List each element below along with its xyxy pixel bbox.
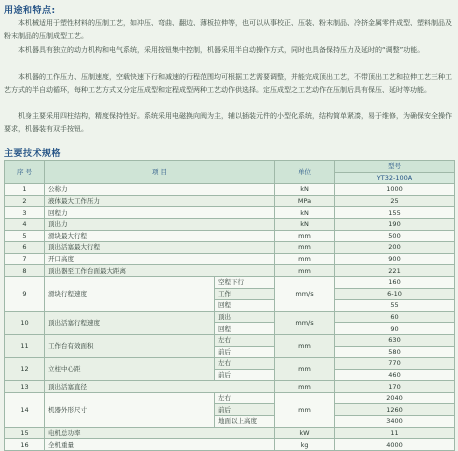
row-value: 4000: [335, 439, 455, 451]
row-unit: MPa: [275, 195, 335, 207]
row-value: 2040: [335, 392, 455, 404]
header-unit: 单位: [275, 161, 335, 184]
row-item: 公称力: [45, 184, 275, 196]
row-subitem: 回程: [215, 323, 275, 335]
table-row: [5, 207, 455, 219]
row-subitem: 前后: [215, 346, 275, 358]
row-number: 9: [5, 276, 45, 311]
row-number: 13: [5, 381, 45, 393]
usage-paragraph: 机身主要采用四柱结构，精度保持性好。系统采用电磁换向阀为主，辅以插装元件的小型化系统，结构简单紧凑，易于维修，为确保安全操作要求，机器装有双手按钮。: [4, 112, 452, 133]
row-unit: kN: [275, 184, 335, 196]
row-item: 开口高度: [45, 253, 275, 265]
row-unit: mm: [275, 334, 335, 357]
row-unit: mm: [275, 358, 335, 381]
row-value: 221: [335, 265, 455, 277]
row-value: 25: [335, 195, 455, 207]
row-unit: kW: [275, 427, 335, 439]
table-row: [5, 195, 455, 207]
row-value: 630: [335, 334, 455, 346]
row-number: 15: [5, 427, 45, 439]
row-subitem: 地面以上高度: [215, 416, 275, 428]
row-item: 工作台有效面积: [45, 334, 215, 357]
row-number: 8: [5, 265, 45, 277]
row-number: 2: [5, 195, 45, 207]
row-item: 顶出力: [45, 218, 275, 230]
row-unit: mm: [275, 230, 335, 242]
header-model: YT32-100A: [335, 172, 455, 184]
row-item: 全机重量: [45, 439, 275, 451]
row-value: 190: [335, 218, 455, 230]
row-number: 10: [5, 311, 45, 334]
row-number: 6: [5, 242, 45, 254]
row-subitem: 前后: [215, 369, 275, 381]
row-value: 580: [335, 346, 455, 358]
row-value: 770: [335, 358, 455, 370]
row-value: 1260: [335, 404, 455, 416]
header-item: 项 目: [45, 161, 275, 184]
row-subitem: 左右: [215, 334, 275, 346]
row-unit: mm: [275, 253, 335, 265]
table-row: [5, 230, 455, 242]
table-row: [5, 358, 455, 370]
table-row: [5, 276, 455, 288]
row-number: 11: [5, 334, 45, 357]
row-item: 电机总功率: [45, 427, 275, 439]
row-item: 顶出器至工作台面最大距离: [45, 265, 275, 277]
table-row: [5, 427, 455, 439]
row-number: 1: [5, 184, 45, 196]
row-number: 7: [5, 253, 45, 265]
row-item: 回程力: [45, 207, 275, 219]
row-subitem: 左右: [215, 392, 275, 404]
row-subitem: 顶出: [215, 311, 275, 323]
table-row: [5, 218, 455, 230]
specs-table: [4, 160, 455, 451]
specs-section-title: 主要技术规格: [4, 149, 62, 159]
table-row: [5, 334, 455, 346]
row-value: 55: [335, 300, 455, 312]
header-model-group: 型号: [335, 161, 455, 173]
header-no: 序 号: [5, 161, 45, 184]
row-value: 3400: [335, 416, 455, 428]
table-row: [5, 242, 455, 254]
row-unit: kN: [275, 207, 335, 219]
table-row: [5, 439, 455, 451]
row-value: 460: [335, 369, 455, 381]
row-unit: mm: [275, 381, 335, 393]
row-number: 14: [5, 392, 45, 427]
row-number: 5: [5, 230, 45, 242]
row-unit: kN: [275, 218, 335, 230]
table-row: [5, 381, 455, 393]
row-value: 160: [335, 276, 455, 288]
row-item: 顶出活塞行程速度: [45, 311, 215, 334]
row-unit: kg: [275, 439, 335, 451]
usage-paragraph: 本机械适用于塑性材料的压制工艺，如冲压、弯曲、翻边、薄板拉伸等，也可以从事校正、压装、粉末制品、冷挤金属零件成型、塑料制品及粉末制品的压制成型工艺。: [4, 19, 452, 40]
row-value: 500: [335, 230, 455, 242]
row-item: 机器外形尺寸: [45, 392, 215, 427]
row-subitem: 前后: [215, 404, 275, 416]
row-value: 11: [335, 427, 455, 439]
usage-paragraph: 本机器具有独立的动力机构和电气系统，采用按钮集中控制，机器采用半自动操作方式，同时也具备保持压力及延时的“调整”功能。: [18, 46, 425, 54]
row-number: 4: [5, 218, 45, 230]
row-unit: mm: [275, 242, 335, 254]
table-row: [5, 392, 455, 404]
row-item: 顶出活塞最大行程: [45, 242, 275, 254]
row-item: 顶出活塞直径: [45, 381, 275, 393]
row-value: 90: [335, 323, 455, 335]
row-value: 155: [335, 207, 455, 219]
table-row: [5, 265, 455, 277]
row-number: 16: [5, 439, 45, 451]
table-row: [5, 311, 455, 323]
row-unit: mm/s: [275, 276, 335, 311]
row-unit: mm: [275, 392, 335, 427]
table-header-row: [5, 161, 455, 173]
row-item: 立柱中心距: [45, 358, 215, 381]
row-item: 液体最大工作压力: [45, 195, 275, 207]
table-row: [5, 253, 455, 265]
row-unit: mm: [275, 265, 335, 277]
row-value: 6-10: [335, 288, 455, 300]
row-value: 170: [335, 381, 455, 393]
usage-paragraph: 本机器的工作压力、压制速度，空载快速下行和减速的行程范围均可根据工艺需要调整，并能完成顶出工艺，不带顶出工艺和拉伸工艺三种工艺方式的半自动循环，每种工艺方式又分定压成型和定程成型两种工艺动作供选择。定压成型之工艺动作在压制后具有保压、延时等功能。: [4, 73, 452, 94]
row-subitem: 左右: [215, 358, 275, 370]
usage-section-title: 用途和特点:: [4, 6, 56, 16]
row-subitem: 空程下行: [215, 276, 275, 288]
specs-table-wrap: [4, 160, 454, 451]
row-value: 200: [335, 242, 455, 254]
row-subitem: 回程: [215, 300, 275, 312]
row-item: 滑块行程速度: [45, 276, 215, 311]
row-number: 12: [5, 358, 45, 381]
row-value: 1000: [335, 184, 455, 196]
row-value: 900: [335, 253, 455, 265]
row-subitem: 工作: [215, 288, 275, 300]
row-unit: mm/s: [275, 311, 335, 334]
table-row: [5, 184, 455, 196]
row-item: 滑块最大行程: [45, 230, 275, 242]
row-number: 3: [5, 207, 45, 219]
row-value: 60: [335, 311, 455, 323]
